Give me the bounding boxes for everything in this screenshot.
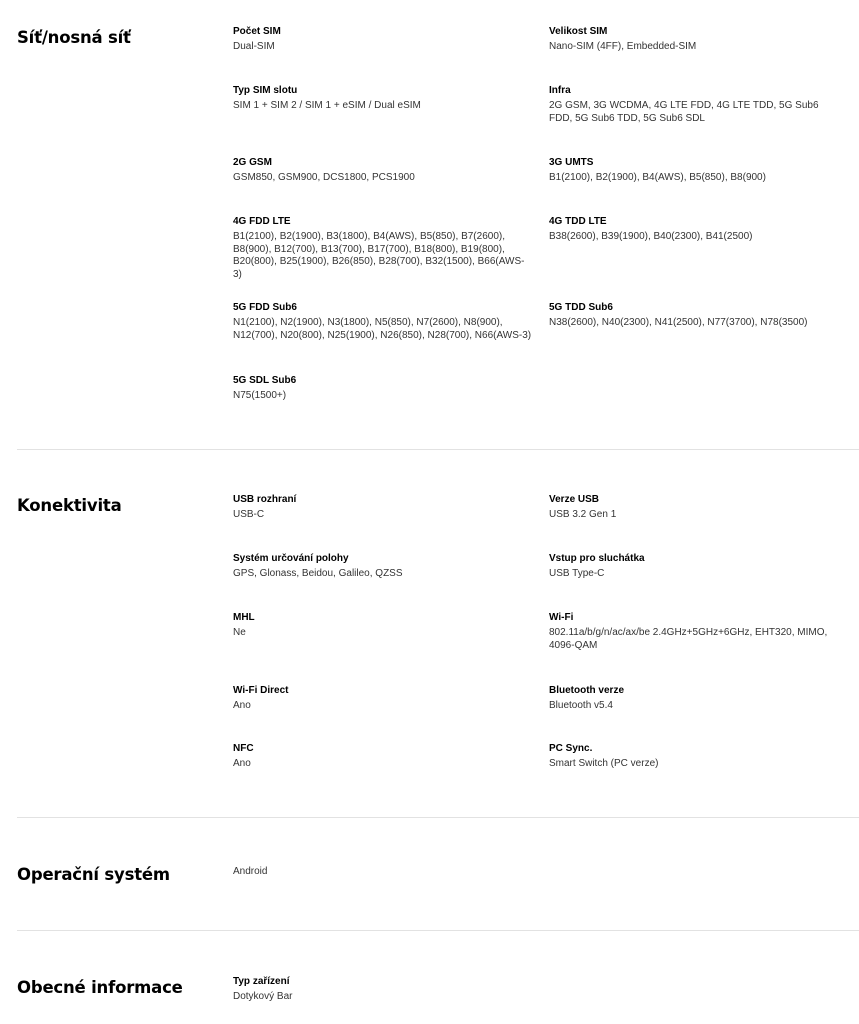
- spec-label: Verze USB: [549, 494, 600, 505]
- spec-value: GSM850, GSM900, DCS1800, PCS1900: [233, 172, 415, 183]
- spec-nfc: [233, 742, 533, 771]
- spec-value: Ano: [233, 700, 251, 711]
- spec-4g-tdd-lte: [549, 215, 859, 244]
- spec-label: Wi-Fi: [549, 612, 574, 623]
- spec-bluetooth-version: [549, 684, 859, 713]
- section-title-general: Obecné informace: [17, 978, 183, 997]
- spec-value: 2G GSM, 3G WCDMA, 4G LTE FDD, 4G LTE TDD, 5G Sub6 FDD, 5G Sub6 TDD, 5G Sub6 SDL: [549, 100, 819, 124]
- spec-label: Typ SIM slotu: [233, 85, 298, 96]
- spec-mhl: [233, 611, 533, 640]
- spec-positioning: [233, 552, 533, 581]
- spec-2g-gsm: [233, 156, 533, 185]
- os-value: Android: [233, 866, 268, 877]
- spec-sim-size: [549, 25, 859, 54]
- spec-sim-count: [233, 25, 533, 54]
- spec-label: 4G TDD LTE: [549, 216, 607, 227]
- spec-value: Ne: [233, 627, 246, 638]
- spec-label: Infra: [549, 85, 571, 96]
- spec-value: Ano: [233, 758, 251, 769]
- spec-value: GPS, Glonass, Beidou, Galileo, QZSS: [233, 568, 403, 579]
- spec-wifi-direct: [233, 684, 533, 713]
- spec-device-type: [233, 975, 533, 1004]
- spec-label: PC Sync.: [549, 743, 593, 754]
- spec-label: Vstup pro sluchátka: [549, 553, 645, 564]
- section-divider: [17, 449, 859, 450]
- spec-label: 5G TDD Sub6: [549, 302, 613, 313]
- spec-value: N38(2600), N40(2300), N41(2500), N77(3700), N78(3500): [549, 317, 808, 328]
- spec-label: MHL: [233, 612, 255, 623]
- section-title-os: Operační systém: [17, 865, 170, 884]
- spec-label: Systém určování polohy: [233, 553, 349, 564]
- spec-label: NFC: [233, 743, 254, 754]
- spec-value: USB Type-C: [549, 568, 605, 579]
- spec-value: B38(2600), B39(1900), B40(2300), B41(2500): [549, 231, 753, 242]
- spec-label: 4G FDD LTE: [233, 216, 291, 227]
- spec-label: Bluetooth verze: [549, 685, 625, 696]
- spec-value: Smart Switch (PC verze): [549, 758, 659, 769]
- spec-value: 802.11a/b/g/n/ac/ax/be 2.4GHz+5GHz+6GHz, EHT320, MIMO, 4096-QAM: [549, 627, 828, 651]
- spec-5g-sdl-sub6: [233, 374, 533, 403]
- spec-value: SIM 1 + SIM 2 / SIM 1 + eSIM / Dual eSIM: [233, 100, 421, 111]
- spec-3g-umts: [549, 156, 859, 185]
- spec-label: Wi-Fi Direct: [233, 685, 289, 696]
- spec-label: 5G FDD Sub6: [233, 302, 297, 313]
- spec-value: Dual-SIM: [233, 41, 275, 52]
- spec-label: Počet SIM: [233, 26, 281, 37]
- spec-label: USB rozhraní: [233, 494, 297, 505]
- spec-label: Velikost SIM: [549, 26, 608, 37]
- section-title-connectivity: Konektivita: [17, 496, 122, 515]
- spec-value: N75(1500+): [233, 390, 287, 401]
- spec-label: 3G UMTS: [549, 157, 594, 168]
- spec-infra: [549, 84, 844, 125]
- section-divider: [17, 817, 859, 818]
- spec-pc-sync: [549, 742, 859, 771]
- spec-headphone-jack: [549, 552, 859, 581]
- spec-value: B1(2100), B2(1900), B3(1800), B4(AWS), B5(850), B7(2600), B8(900), B12(700), B13(700), B17(700), B18(800), B19(800), B20(800), B25(1900), B26(850), B28(700), B32(1500), B66(AWS-3): [233, 231, 525, 280]
- spec-label: 5G SDL Sub6: [233, 375, 297, 386]
- spec-4g-fdd-lte: [233, 215, 533, 281]
- section-divider: [17, 930, 859, 931]
- spec-value: USB 3.2 Gen 1: [549, 509, 617, 520]
- spec-value: Bluetooth v5.4: [549, 700, 613, 711]
- spec-label: 2G GSM: [233, 157, 272, 168]
- spec-value: N1(2100), N2(1900), N3(1800), N5(850), N7(2600), N8(900), N12(700), N20(800), N25(1900), N26(850), N28(700), N66(AWS-3): [233, 317, 532, 341]
- spec-5g-fdd-sub6: [233, 301, 533, 342]
- spec-5g-tdd-sub6: [549, 301, 859, 330]
- spec-value: Nano-SIM (4FF), Embedded-SIM: [549, 41, 697, 52]
- spec-usb-version: [549, 493, 859, 522]
- spec-value: B1(2100), B2(1900), B4(AWS), B5(850), B8(900): [549, 172, 766, 183]
- spec-label: Typ zařízení: [233, 976, 290, 987]
- spec-value: Dotykový Bar: [233, 991, 293, 1002]
- section-title-network: Síť/nosná síť: [17, 28, 131, 47]
- spec-sim-slot-type: [233, 84, 533, 113]
- spec-value: USB-C: [233, 509, 265, 520]
- spec-wifi: [549, 611, 844, 652]
- spec-usb-interface: [233, 493, 533, 522]
